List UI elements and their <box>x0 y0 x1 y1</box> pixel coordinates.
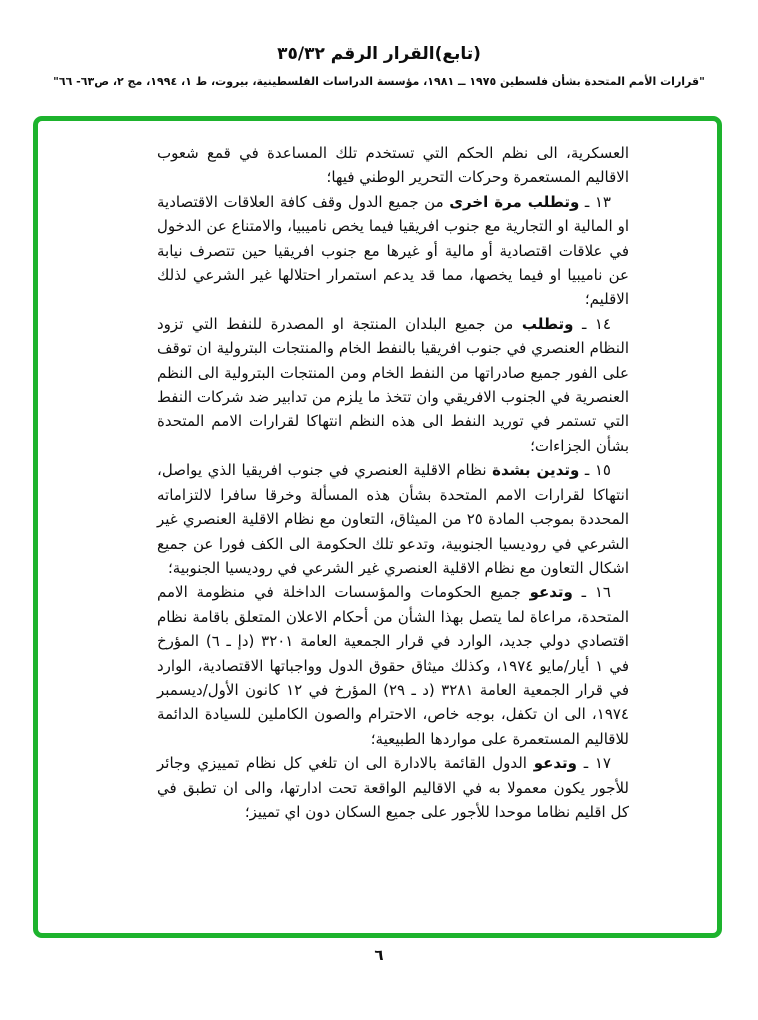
paragraph-13 <box>157 190 629 312</box>
paragraph-keyword: وتطلب <box>521 314 574 333</box>
paragraph-lead: ١٥ ـ <box>579 461 611 480</box>
paragraph-lead: ١٧ ـ <box>577 754 611 773</box>
source-citation: "قرارات الأمم المتحدة بشأن فلسطين ١٩٧٥ ــ ١٩٨١، مؤسسة الدراسات الفلسطينية، بيروت، ط ١، ١٩٩٤، مج ٢، ص٦٣- ٦٦" <box>53 75 705 88</box>
paragraph-14 <box>157 312 629 458</box>
paragraph-15 <box>157 458 629 580</box>
paragraph-text: من جميع البلدان المنتجة او المصدرة للنفط التي تزود النظام العنصري في جنوب افريقيا بالنفط الخام والمنتجات البترولية ان توقف على الفور جميع صادراتها من النفط الخام ومن المنتجات البترولية الى النظم العنصرية في الجنوب الافريقي وان تتخذ ما يلزم من تدابير ضد شركات النفط التي تستمر في توريد النفط الى هذه النظم انتهاكا لقرارات الامم المتحدة بشأن الجزاءات؛ <box>157 314 629 455</box>
page-number: ٦ <box>374 946 384 964</box>
paragraph-continuation <box>157 141 629 190</box>
paragraph-text: نظام الاقلية العنصري في جنوب افريقيا الذي يواصل، انتهاكا لقرارات الامم المتحدة بشأن هذه المسألة وخرقا سافرا لالتزاماته المحددة بموجب المادة ٢٥ من الميثاق، التعاون مع نظام الاقلية العنصري غير الشرعي في روديسيا الجنوبية، وتدعو تلك الحكومة الى الكف فورا عن جميع اشكال التعاون مع نظام الاقلية العنصري غير الشرعي في روديسيا الجنوبية؛ <box>157 461 629 577</box>
paragraph-17 <box>157 751 629 824</box>
paragraph-keyword: وتدعو <box>533 754 577 773</box>
paragraph-keyword: وتطلب مرة اخرى <box>449 192 580 211</box>
paragraph-lead: ١٤ ـ <box>573 314 611 333</box>
green-border-frame <box>33 116 722 938</box>
paragraph-lead: ١٣ ـ <box>579 192 611 211</box>
paragraph-text: جميع الحكومات والمؤسسات الداخلة في منظومة الامم المتحدة، مراعاة لما يتصل بهذا الشأن من أحكام الاعلان المتعلق باقامة نظام اقتصادي دولي جديد، الوارد في قرار الجمعية العامة ٣٢٠١ (دإ ـ ٦) المؤرخ في ١ أيار/مايو ١٩٧٤، وكذلك ميثاق حقوق الدول وواجباتها الاقتصادية، الوارد في قرار الجمعية العامة ٣٢٨١ (د ـ ٢٩) المؤرخ في ١٢ كانون الأول/ديسمبر ١٩٧٤، الى ان تكفل، بوجه خاص، الاحترام والصون الكاملين للسيادة الدائمة للاقاليم المستعمرة على مواردها الطبيعية؛ <box>157 583 629 748</box>
page-header <box>0 44 758 88</box>
paragraph-text: العسكرية، الى نظم الحكم التي تستخدم تلك المساعدة في قمع شعوب الاقاليم المستعمرة وحركات التحرير الوطني فيها؛ <box>157 144 629 187</box>
paragraph-keyword: وتدعو <box>529 583 573 602</box>
paragraph-text: الدول القائمة بالادارة الى ان تلغي كل نظام تمييزي وجائر للأجور يكون معمولا به في الاقاليم الواقعة تحت ادارتها، والى ان تطبق في كل اقليم نظاما موحدا للأجور على جميع السكان دون اي تمييز؛ <box>157 754 629 821</box>
paragraph-lead: ١٦ ـ <box>572 583 611 602</box>
resolution-title: (تابع)القرار الرقم ٣٥/٣٢ <box>277 44 481 64</box>
paragraph-keyword: وتدين بشدة <box>492 461 580 480</box>
paragraph-16 <box>157 580 629 751</box>
paragraph-text: من جميع الدول وقف كافة العلاقات الاقتصادية او المالية او التجارية مع جنوب افريقيا فيما يخص ناميبيا، والامتناع عن الدخول في علاقات اقتصادية أو مالية أو غيرها مع جنوب افريقيا حين تتصرف نيابة عن ناميبيا او فيما يخصها، مما قد يدعم استمرار احتلالها غير الشرعي لذلك الاقليم؛ <box>157 192 629 309</box>
body-text-column <box>157 141 629 824</box>
